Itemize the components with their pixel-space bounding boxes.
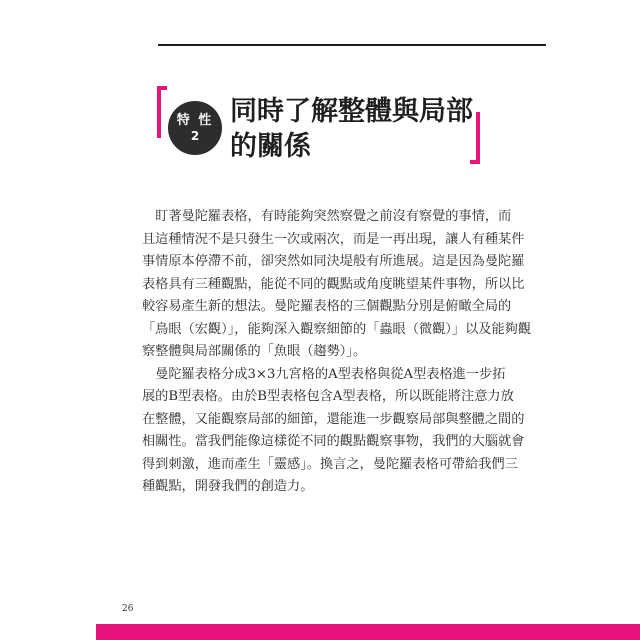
paragraph-line: 在整體，又能觀察局部的細節，還能進一步觀察局部與整體之間的 bbox=[142, 411, 525, 427]
paragraph-line: 且這種情況不是只發生一次或兩次，而是一再出現，讓人有種某件 bbox=[142, 231, 525, 247]
footer-accent-bar bbox=[96, 624, 640, 640]
paragraph-line: 曼陀羅表格分成3×3九宮格的A型表格與從A型表格進一步拓 bbox=[142, 366, 506, 382]
page-number: 26 bbox=[122, 604, 134, 614]
paragraph-1 bbox=[142, 206, 532, 364]
paragraph-line: 相關性。當我們能像這樣從不同的觀點觀察事物，我們的大腦就會 bbox=[142, 434, 525, 449]
paragraph-line: 展的B型表格。由於B型表格包含A型表格，所以既能將注意力放 bbox=[142, 389, 514, 404]
paragraph-line: 表格具有三種觀點，能從不同的觀點或角度眺望某件事物，所以比 bbox=[142, 276, 525, 292]
section-title-line-2: 的關係 bbox=[230, 131, 311, 162]
paragraph-line: 察整體與局部關係的「魚眼（趨勢）」。 bbox=[142, 344, 367, 359]
paragraph-line: 盯著曼陀羅表格，有時能夠突然察覺之前沒有察覺的事情，而 bbox=[142, 209, 512, 224]
top-rule bbox=[158, 44, 546, 46]
feature-badge-label: 特 性 bbox=[176, 112, 214, 128]
paragraph-line: 種觀點，開發我們的創造力。 bbox=[142, 479, 314, 494]
title-bracket-left bbox=[157, 86, 167, 138]
paragraph-line: 較容易產生新的想法。曼陀羅表格的三個觀點分別是俯瞰全局的 bbox=[142, 299, 512, 314]
section-title-line-1: 同時了解整體與局部 bbox=[230, 96, 473, 127]
feature-badge-number: 2 bbox=[190, 128, 200, 143]
body-text bbox=[142, 206, 532, 499]
paragraph-2 bbox=[142, 364, 525, 499]
feature-badge bbox=[168, 101, 222, 155]
section-title bbox=[230, 94, 473, 164]
paragraph-line: 事情原本停滯不前，卻突然如同決堤般有所進展。這是因為曼陀羅 bbox=[142, 254, 525, 269]
paragraph-line: 得到刺激，進而產生「靈感」。換言之，曼陀羅表格可帶給我們三 bbox=[142, 456, 518, 472]
paragraph-line: 「鳥眼（宏觀）」，能夠深入觀察細節的「蟲眼（微觀）」以及能夠觀 bbox=[142, 321, 532, 337]
